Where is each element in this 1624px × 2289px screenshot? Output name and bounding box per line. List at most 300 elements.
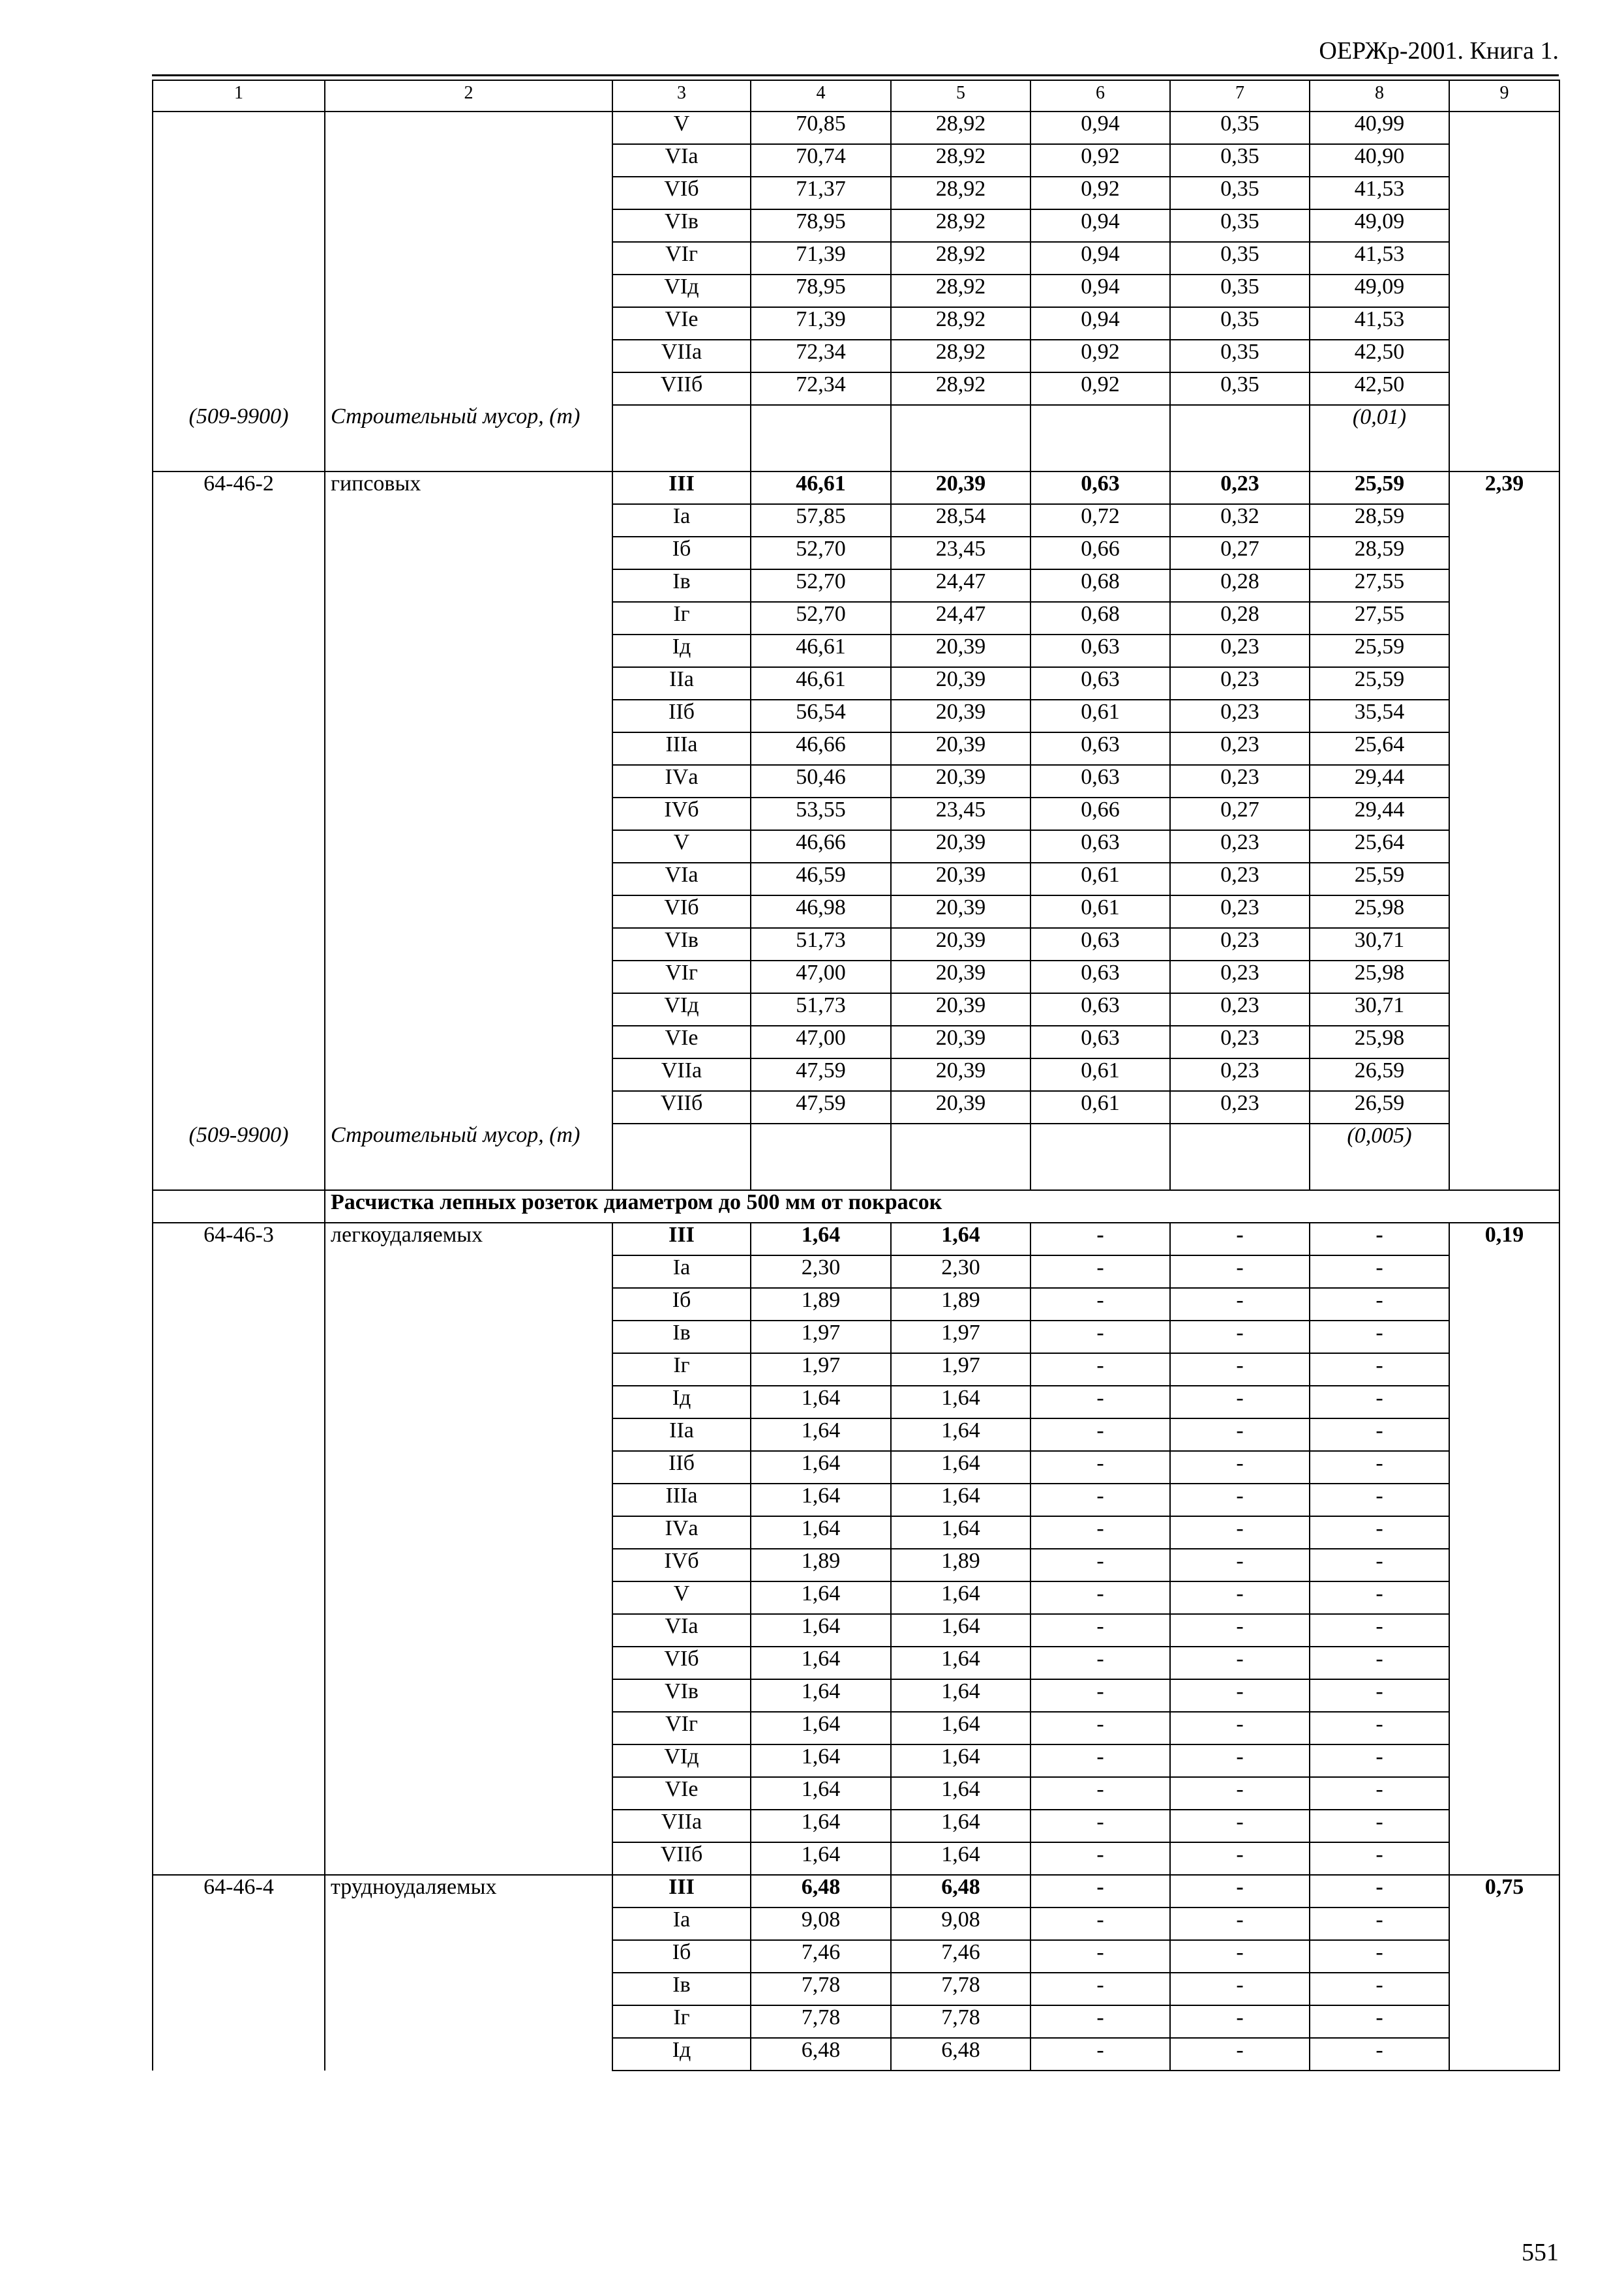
- value-cell: 26,59: [1310, 1058, 1449, 1091]
- value-cell: -: [1310, 1777, 1449, 1810]
- zone-code: VIб: [612, 177, 751, 209]
- value-cell: 1,64: [751, 1614, 891, 1647]
- value-cell: 20,39: [891, 732, 1030, 765]
- value-cell: 9,08: [751, 1908, 891, 1940]
- value-cell: 72,34: [751, 340, 891, 372]
- zone-code: Iг: [612, 1353, 751, 1386]
- zone-code: Iб: [612, 537, 751, 569]
- value-cell: -: [1170, 1712, 1310, 1744]
- value-cell: 46,61: [751, 471, 891, 504]
- value-cell: -: [1030, 1418, 1170, 1451]
- zone-code: VIIа: [612, 340, 751, 372]
- debris-name: Строительный мусор, (т): [325, 405, 612, 471]
- zone-code: V: [612, 1581, 751, 1614]
- value-cell: 0,35: [1170, 372, 1310, 405]
- value-cell: 1,64: [891, 1777, 1030, 1810]
- value-cell: 0,23: [1170, 700, 1310, 732]
- value-cell: 0,66: [1030, 537, 1170, 569]
- value-cell: 0,23: [1170, 635, 1310, 667]
- zone-code: VIIб: [612, 1842, 751, 1875]
- value-cell: 0,23: [1170, 1058, 1310, 1091]
- zone-code: III: [612, 1223, 751, 1255]
- debris-code: (509-9900): [153, 405, 325, 471]
- value-cell: 1,64: [751, 1679, 891, 1712]
- value-cell: 41,53: [1310, 177, 1449, 209]
- value-cell: 35,54: [1310, 700, 1449, 732]
- value-cell: 57,85: [751, 504, 891, 537]
- zone-code: V: [612, 830, 751, 863]
- zone-code: VIб: [612, 1647, 751, 1679]
- value-cell: 1,64: [751, 1712, 891, 1744]
- value-cell: 29,44: [1310, 765, 1449, 798]
- column-number: 4: [751, 80, 891, 112]
- value-cell: -: [1170, 1875, 1310, 1908]
- value-cell: 40,99: [1310, 112, 1449, 144]
- value-cell: 0,35: [1170, 112, 1310, 144]
- value-cell: 20,39: [891, 830, 1030, 863]
- value-cell: -: [1170, 1940, 1310, 1973]
- zone-code: VIв: [612, 209, 751, 242]
- value-cell: 20,39: [891, 993, 1030, 1026]
- value-cell: 25,59: [1310, 471, 1449, 504]
- value-cell: -: [1170, 1810, 1310, 1842]
- value-cell: 0,23: [1170, 667, 1310, 700]
- value-cell: -: [1170, 2038, 1310, 2071]
- zone-code: Iа: [612, 1255, 751, 1288]
- value-cell: -: [1030, 1973, 1170, 2005]
- zone-code: VIд: [612, 275, 751, 307]
- value-cell: 0,61: [1030, 863, 1170, 895]
- zone-code: VIб: [612, 895, 751, 928]
- value-cell: 1,64: [891, 1581, 1030, 1614]
- value-cell: 24,47: [891, 602, 1030, 635]
- column-number-row: [153, 80, 1559, 112]
- value-cell: 51,73: [751, 928, 891, 961]
- value-cell: 6,48: [751, 2038, 891, 2071]
- value-cell: 0,92: [1030, 340, 1170, 372]
- value-cell: 1,64: [891, 1484, 1030, 1516]
- zone-code: VIа: [612, 863, 751, 895]
- value-cell: 7,78: [891, 1973, 1030, 2005]
- value-cell: 2,30: [891, 1255, 1030, 1288]
- value-cell: 7,78: [751, 1973, 891, 2005]
- value-cell: 25,59: [1310, 667, 1449, 700]
- value-cell: -: [1310, 1679, 1449, 1712]
- value-cell: 0,63: [1030, 471, 1170, 504]
- value-cell: -: [1030, 1581, 1170, 1614]
- value-cell: 1,97: [891, 1321, 1030, 1353]
- value-cell: 0,28: [1170, 569, 1310, 602]
- value-cell: -: [1310, 1321, 1449, 1353]
- zone-code: VIе: [612, 307, 751, 340]
- value-cell: 1,64: [751, 1386, 891, 1418]
- value-cell: 27,55: [1310, 602, 1449, 635]
- value-cell: 0,92: [1030, 144, 1170, 177]
- column-9-value: 0,75: [1449, 1875, 1559, 2071]
- column-number: 3: [612, 80, 751, 112]
- value-cell: 0,94: [1030, 112, 1170, 144]
- value-cell: 1,64: [891, 1679, 1030, 1712]
- value-cell: 0,23: [1170, 471, 1310, 504]
- value-cell: 6,48: [891, 1875, 1030, 1908]
- value-cell: -: [1170, 1973, 1310, 2005]
- value-cell: 1,89: [751, 1549, 891, 1581]
- section-spacer: [153, 1190, 325, 1223]
- value-cell: 20,39: [891, 961, 1030, 993]
- value-cell: 0,27: [1170, 798, 1310, 830]
- value-cell: 47,59: [751, 1058, 891, 1091]
- value-cell: 20,39: [891, 1091, 1030, 1124]
- value-cell: -: [1030, 1940, 1170, 1973]
- value-cell: 46,66: [751, 732, 891, 765]
- value-cell: -: [1310, 1386, 1449, 1418]
- value-cell: 0,35: [1170, 275, 1310, 307]
- value-cell: 0,23: [1170, 895, 1310, 928]
- value-cell: 46,98: [751, 895, 891, 928]
- value-cell: -: [1170, 1288, 1310, 1321]
- value-cell: 20,39: [891, 667, 1030, 700]
- value-cell: 1,97: [751, 1353, 891, 1386]
- table-row: [153, 471, 1559, 504]
- zone-code: VIг: [612, 1712, 751, 1744]
- value-cell: 28,92: [891, 242, 1030, 275]
- value-cell: 1,64: [751, 1744, 891, 1777]
- value-cell: 0,63: [1030, 1026, 1170, 1058]
- zone-code: Iв: [612, 1973, 751, 2005]
- value-cell: 52,70: [751, 602, 891, 635]
- zone-code: Iб: [612, 1940, 751, 1973]
- value-cell: 0,61: [1030, 1091, 1170, 1124]
- zone-code: VIв: [612, 928, 751, 961]
- value-cell: -: [1170, 1223, 1310, 1255]
- value-cell: 1,64: [891, 1386, 1030, 1418]
- value-cell: -: [1170, 1679, 1310, 1712]
- value-cell: -: [1310, 1973, 1449, 2005]
- value-cell: -: [1030, 1647, 1170, 1679]
- value-cell: 46,59: [751, 863, 891, 895]
- value-cell: 47,59: [751, 1091, 891, 1124]
- value-cell: -: [1310, 1451, 1449, 1484]
- value-cell: -: [1310, 1614, 1449, 1647]
- value-cell: 1,64: [751, 1581, 891, 1614]
- value-cell: -: [1030, 1288, 1170, 1321]
- value-cell: -: [1170, 1321, 1310, 1353]
- value-cell: 40,90: [1310, 144, 1449, 177]
- debris-value: (0,01): [1310, 405, 1449, 471]
- value-cell: 1,64: [891, 1516, 1030, 1549]
- value-cell: 1,64: [891, 1647, 1030, 1679]
- rate-code: 64-46-2: [153, 471, 325, 1124]
- value-cell: 25,64: [1310, 830, 1449, 863]
- value-cell: 0,32: [1170, 504, 1310, 537]
- zone-code: VIIб: [612, 372, 751, 405]
- value-cell: -: [1170, 1581, 1310, 1614]
- value-cell: -: [1310, 1288, 1449, 1321]
- zone-code: Iд: [612, 2038, 751, 2071]
- zone-code: IIб: [612, 700, 751, 732]
- value-cell: 52,70: [751, 569, 891, 602]
- value-cell: -: [1170, 1418, 1310, 1451]
- value-cell: 6,48: [751, 1875, 891, 1908]
- zone-code: IIа: [612, 1418, 751, 1451]
- value-cell: -: [1030, 1810, 1170, 1842]
- value-cell: 28,92: [891, 340, 1030, 372]
- value-cell: 1,64: [891, 1223, 1030, 1255]
- value-cell: 42,50: [1310, 340, 1449, 372]
- column-number: 5: [891, 80, 1030, 112]
- value-cell: 0,94: [1030, 275, 1170, 307]
- value-cell: -: [1310, 1908, 1449, 1940]
- zone-code: VIIб: [612, 1091, 751, 1124]
- value-cell: -: [1310, 1516, 1449, 1549]
- empty-cell: [1030, 405, 1170, 471]
- value-cell: 0,23: [1170, 732, 1310, 765]
- zone-code: Iг: [612, 602, 751, 635]
- value-cell: 1,64: [891, 1842, 1030, 1875]
- value-cell: 1,97: [891, 1353, 1030, 1386]
- zone-code: Iа: [612, 504, 751, 537]
- value-cell: 28,54: [891, 504, 1030, 537]
- value-cell: 7,78: [751, 2005, 891, 2038]
- value-cell: -: [1030, 1484, 1170, 1516]
- value-cell: 0,23: [1170, 961, 1310, 993]
- value-cell: -: [1030, 1255, 1170, 1288]
- zone-code: III: [612, 1875, 751, 1908]
- zone-code: IVа: [612, 765, 751, 798]
- value-cell: -: [1030, 1321, 1170, 1353]
- value-cell: 52,70: [751, 537, 891, 569]
- value-cell: 28,92: [891, 144, 1030, 177]
- rate-code: 64-46-3: [153, 1223, 325, 1875]
- value-cell: 70,85: [751, 112, 891, 144]
- value-cell: 0,23: [1170, 765, 1310, 798]
- value-cell: -: [1310, 1581, 1449, 1614]
- debris-name: Строительный мусор, (т): [325, 1124, 612, 1190]
- value-cell: 0,92: [1030, 372, 1170, 405]
- value-cell: -: [1170, 1614, 1310, 1647]
- value-cell: 24,47: [891, 569, 1030, 602]
- value-cell: -: [1310, 1810, 1449, 1842]
- empty-cell: [1170, 405, 1310, 471]
- zone-code: Iв: [612, 1321, 751, 1353]
- value-cell: 25,98: [1310, 1026, 1449, 1058]
- value-cell: 0,94: [1030, 242, 1170, 275]
- value-cell: -: [1030, 2038, 1170, 2071]
- value-cell: -: [1030, 1386, 1170, 1418]
- zone-code: VIд: [612, 1744, 751, 1777]
- value-cell: -: [1170, 1484, 1310, 1516]
- value-cell: -: [1170, 1353, 1310, 1386]
- zone-code: VIа: [612, 1614, 751, 1647]
- value-cell: 56,54: [751, 700, 891, 732]
- zone-code: IIIа: [612, 732, 751, 765]
- column-number: 9: [1449, 80, 1559, 112]
- value-cell: 78,95: [751, 209, 891, 242]
- value-cell: 25,59: [1310, 635, 1449, 667]
- table-row: [153, 1223, 1559, 1255]
- value-cell: -: [1030, 1516, 1170, 1549]
- table-row: [153, 1875, 1559, 1908]
- value-cell: 78,95: [751, 275, 891, 307]
- zone-code: IVб: [612, 798, 751, 830]
- zone-code: Iв: [612, 569, 751, 602]
- value-cell: 25,64: [1310, 732, 1449, 765]
- empty-cell: [891, 1124, 1030, 1190]
- value-cell: 29,44: [1310, 798, 1449, 830]
- value-cell: 1,64: [891, 1712, 1030, 1744]
- column-9-value: [1449, 112, 1559, 471]
- value-cell: 1,64: [891, 1810, 1030, 1842]
- debris-row: [153, 405, 1559, 471]
- value-cell: 25,98: [1310, 961, 1449, 993]
- value-cell: 46,61: [751, 667, 891, 700]
- value-cell: -: [1310, 1647, 1449, 1679]
- value-cell: 6,48: [891, 2038, 1030, 2071]
- value-cell: 20,39: [891, 765, 1030, 798]
- value-cell: 20,39: [891, 700, 1030, 732]
- value-cell: -: [1170, 2005, 1310, 2038]
- value-cell: 71,39: [751, 242, 891, 275]
- value-cell: 1,64: [751, 1223, 891, 1255]
- value-cell: 49,09: [1310, 275, 1449, 307]
- value-cell: 0,35: [1170, 307, 1310, 340]
- value-cell: 0,23: [1170, 928, 1310, 961]
- value-cell: 23,45: [891, 798, 1030, 830]
- value-cell: -: [1030, 1908, 1170, 1940]
- zone-code: VIа: [612, 144, 751, 177]
- value-cell: 9,08: [891, 1908, 1030, 1940]
- column-number: 8: [1310, 80, 1449, 112]
- section-heading-row: [153, 1190, 1559, 1223]
- value-cell: -: [1030, 1744, 1170, 1777]
- value-cell: -: [1030, 1451, 1170, 1484]
- empty-cell: [612, 1124, 751, 1190]
- value-cell: 26,59: [1310, 1091, 1449, 1124]
- value-cell: -: [1310, 1484, 1449, 1516]
- value-cell: -: [1170, 1777, 1310, 1810]
- value-cell: 20,39: [891, 1026, 1030, 1058]
- value-cell: -: [1030, 1875, 1170, 1908]
- value-cell: 0,63: [1030, 961, 1170, 993]
- value-cell: 1,64: [751, 1647, 891, 1679]
- value-cell: 51,73: [751, 993, 891, 1026]
- page-number: 551: [1522, 2239, 1559, 2266]
- table-row: [153, 112, 1559, 144]
- value-cell: 20,39: [891, 863, 1030, 895]
- value-cell: 7,46: [751, 1940, 891, 1973]
- value-cell: 71,37: [751, 177, 891, 209]
- value-cell: 30,71: [1310, 993, 1449, 1026]
- value-cell: -: [1170, 1744, 1310, 1777]
- value-cell: 28,92: [891, 307, 1030, 340]
- value-cell: 0,35: [1170, 209, 1310, 242]
- value-cell: -: [1030, 1777, 1170, 1810]
- value-cell: 0,94: [1030, 307, 1170, 340]
- zone-code: IVа: [612, 1516, 751, 1549]
- value-cell: 1,64: [751, 1451, 891, 1484]
- column-9-value: 2,39: [1449, 471, 1559, 1190]
- value-cell: -: [1310, 1223, 1449, 1255]
- zone-code: Iд: [612, 1386, 751, 1418]
- value-cell: 1,64: [751, 1516, 891, 1549]
- value-cell: -: [1030, 1679, 1170, 1712]
- rate-code: 64-46-4: [153, 1875, 325, 2071]
- zone-code: IIб: [612, 1451, 751, 1484]
- value-cell: 28,92: [891, 112, 1030, 144]
- zone-code: VIг: [612, 961, 751, 993]
- value-cell: 0,63: [1030, 667, 1170, 700]
- column-number: 6: [1030, 80, 1170, 112]
- value-cell: 0,66: [1030, 798, 1170, 830]
- value-cell: 23,45: [891, 537, 1030, 569]
- value-cell: 0,63: [1030, 635, 1170, 667]
- zone-code: VIг: [612, 242, 751, 275]
- value-cell: 0,35: [1170, 242, 1310, 275]
- value-cell: -: [1310, 1875, 1449, 1908]
- column-9-value: 0,19: [1449, 1223, 1559, 1875]
- value-cell: -: [1030, 1712, 1170, 1744]
- value-cell: -: [1170, 1386, 1310, 1418]
- zone-code: Iг: [612, 2005, 751, 2038]
- value-cell: 41,53: [1310, 307, 1449, 340]
- value-cell: -: [1310, 1842, 1449, 1875]
- value-cell: 47,00: [751, 1026, 891, 1058]
- value-cell: 41,53: [1310, 242, 1449, 275]
- value-cell: 1,89: [751, 1288, 891, 1321]
- value-cell: 0,63: [1030, 830, 1170, 863]
- section-heading: Расчистка лепных розеток диаметром до 500 мм от покрасок: [325, 1190, 1559, 1223]
- value-cell: 53,55: [751, 798, 891, 830]
- value-cell: 0,27: [1170, 537, 1310, 569]
- zone-code: IVб: [612, 1549, 751, 1581]
- zone-code: VIв: [612, 1679, 751, 1712]
- value-cell: 27,55: [1310, 569, 1449, 602]
- value-cell: -: [1310, 2005, 1449, 2038]
- zone-code: IIIа: [612, 1484, 751, 1516]
- value-cell: 0,63: [1030, 732, 1170, 765]
- value-cell: -: [1170, 1549, 1310, 1581]
- zone-code: V: [612, 112, 751, 144]
- value-cell: -: [1170, 1516, 1310, 1549]
- value-cell: -: [1170, 1908, 1310, 1940]
- zone-code: VIд: [612, 993, 751, 1026]
- value-cell: -: [1170, 1647, 1310, 1679]
- column-number: 2: [325, 80, 612, 112]
- value-cell: 0,61: [1030, 1058, 1170, 1091]
- value-cell: 0,23: [1170, 1091, 1310, 1124]
- value-cell: 25,98: [1310, 895, 1449, 928]
- value-cell: -: [1170, 1842, 1310, 1875]
- value-cell: -: [1030, 1842, 1170, 1875]
- work-name: [325, 112, 612, 405]
- value-cell: -: [1030, 1614, 1170, 1647]
- value-cell: -: [1310, 1744, 1449, 1777]
- value-cell: 1,64: [891, 1451, 1030, 1484]
- value-cell: -: [1310, 1353, 1449, 1386]
- value-cell: 20,39: [891, 895, 1030, 928]
- value-cell: 47,00: [751, 961, 891, 993]
- value-cell: 0,61: [1030, 895, 1170, 928]
- value-cell: 28,92: [891, 177, 1030, 209]
- value-cell: 0,23: [1170, 830, 1310, 863]
- work-name: трудноудаляемых: [325, 1875, 612, 2071]
- value-cell: 0,72: [1030, 504, 1170, 537]
- zone-code: VIе: [612, 1777, 751, 1810]
- value-cell: 49,09: [1310, 209, 1449, 242]
- empty-cell: [1030, 1124, 1170, 1190]
- value-cell: 0,63: [1030, 928, 1170, 961]
- value-cell: 28,92: [891, 209, 1030, 242]
